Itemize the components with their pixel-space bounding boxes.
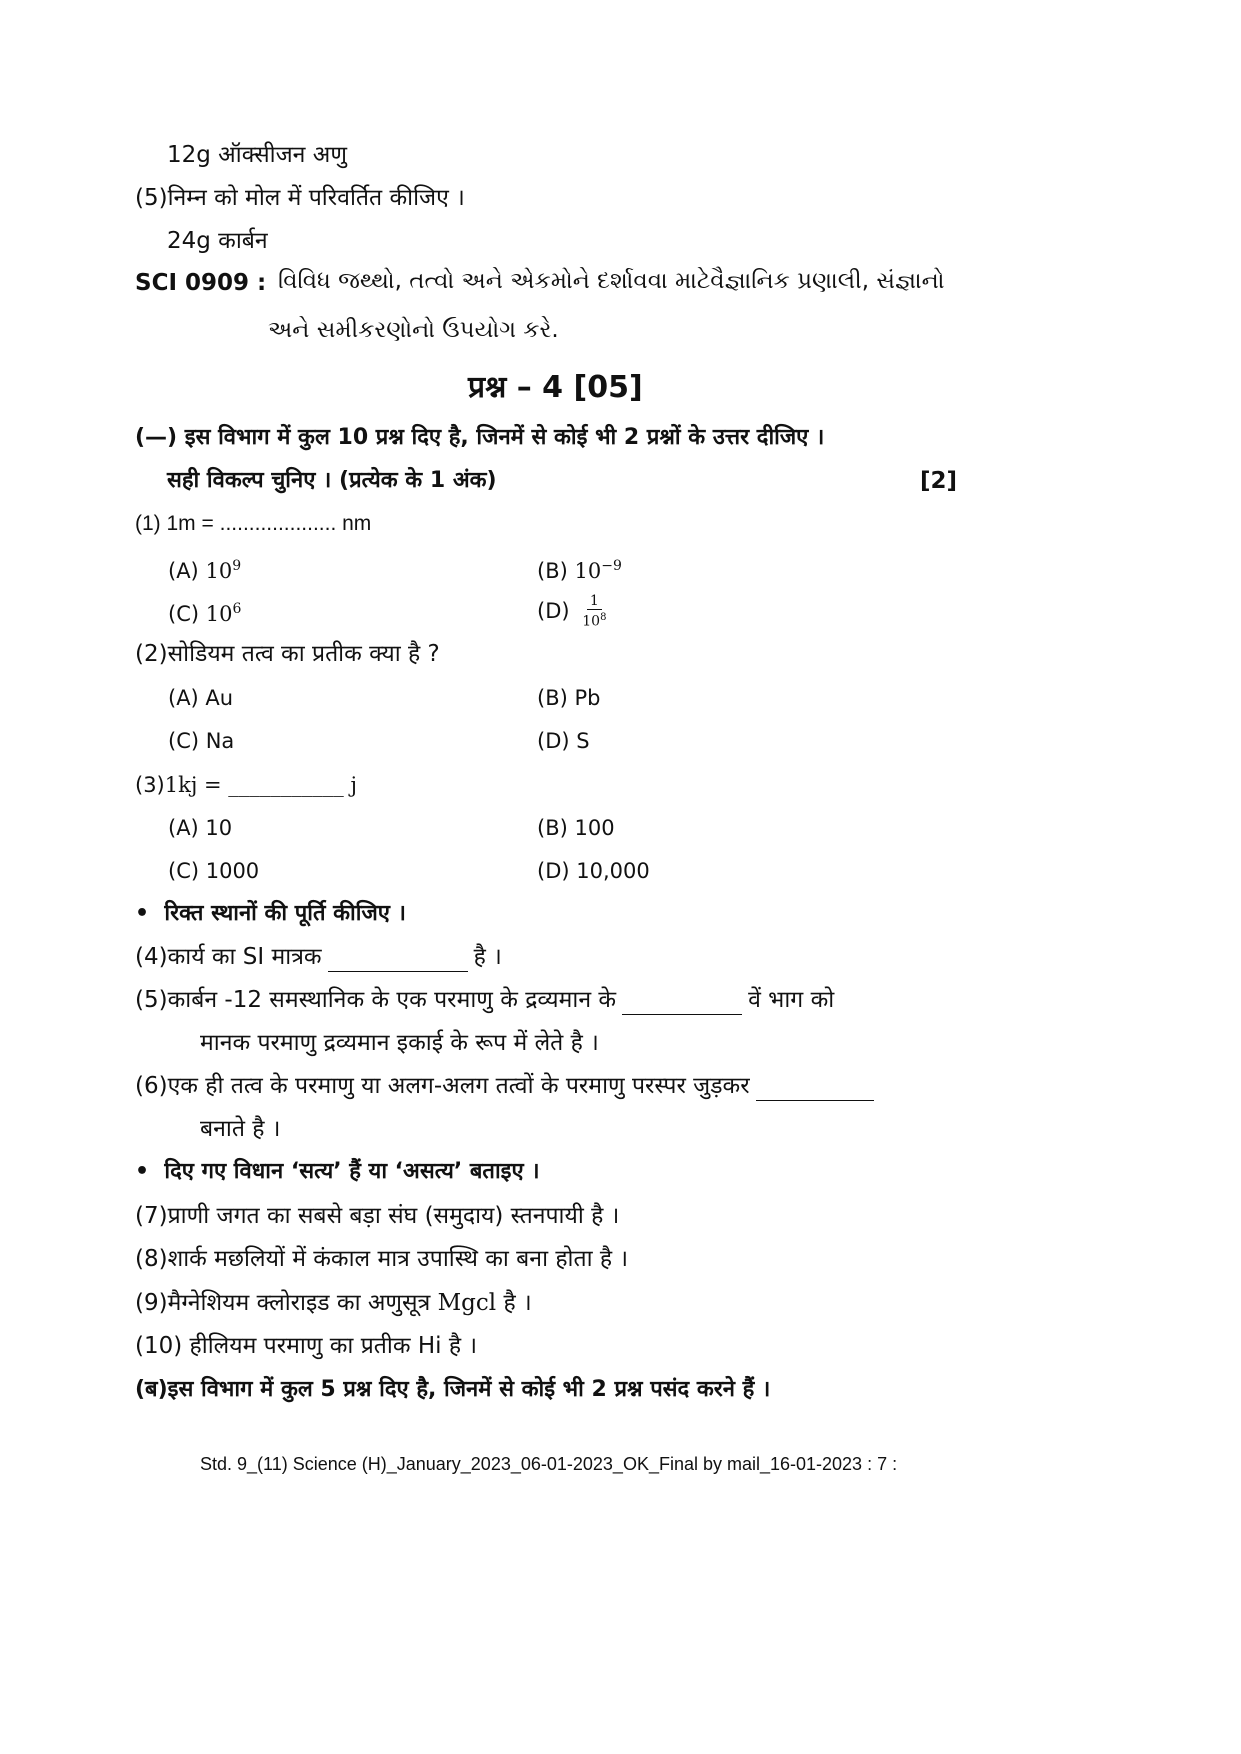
line-convert-mole: (5)निम्न को मोल में परिवर्तित कीजिए ।: [135, 185, 465, 211]
marks: [2]: [920, 468, 958, 494]
truefalse-heading: • दिए गए विधान ‘सत्य’ हैं या ‘असत्य’ बताइए ।: [135, 1159, 540, 1184]
sci-text-2: અને સમીકરણોનો ઉપયોગ કરે.: [268, 317, 559, 343]
q2-option-d: (D) S: [537, 729, 590, 753]
blank: [622, 992, 742, 1015]
q5: (5)कार्बन -12 समस्थानिक के एक परमाणु के द्रव्यमान के वें भाग को: [135, 987, 835, 1013]
section-a-instruction: (—) इस विभाग में कुल 10 प्रश्न दिए है, जिनमें से कोई भी 2 प्रश्नों के उत्तर दीजिए ।: [135, 425, 825, 450]
blank: [756, 1078, 874, 1101]
q1-option-a: (A) $10^9$: [168, 558, 242, 583]
q5-continued: मानक परमाणु द्रव्यमान इकाई के रूप में लेते है ।: [200, 1030, 599, 1056]
q6-continued: बनाते है ।: [200, 1116, 281, 1142]
q3-option-b: (B) 100: [537, 816, 615, 840]
question-title: प्रश्न – 4 [05]: [468, 370, 643, 405]
q2-option-a: (A) Au: [168, 686, 234, 710]
line-oxygen: 12g ऑक्सीजन अणु: [167, 142, 347, 168]
q1-option-d: (D) $\frac{1}{10^8}$: [537, 593, 607, 630]
line-carbon: 24g कार्बन: [167, 228, 268, 254]
q1-option-b: (B) $10^{-9}$: [537, 558, 622, 583]
q9: (9)मैग्नेशियम क्लोराइड का अणुसूत्र Mgcl है ।: [135, 1290, 532, 1316]
q1-stem: (1) 1m = .................... nm: [135, 512, 372, 535]
sci-code: SCI 0909 :: [135, 270, 267, 296]
q2-option-b: (B) Pb: [537, 686, 601, 710]
q1-option-c: (C) $10^6$: [168, 601, 242, 626]
sci-text-1: વિવિધ જથ્થો, તત્વો અને એકમોને દર્શાવવા માટેવૈજ્ઞાનિક પ્રણાલી, સંજ્ઞાનો: [278, 268, 945, 294]
blank: [328, 949, 468, 972]
page-footer: Std. 9_(11) Science (H)_January_2023_06-01-2023_OK_Final by mail_16-01-2023 : 7 :: [200, 1454, 898, 1474]
fraction: $\frac{1}{10^8}$: [582, 593, 607, 630]
q6: (6)एक ही तत्व के परमाणु या अलग-अलग तत्वों के परमाणु परस्पर जुड़कर: [135, 1071, 880, 1101]
q2-option-c: (C) Na: [168, 729, 235, 753]
bullet-icon: •: [135, 1159, 165, 1184]
q7: (7)प्राणी जगत का सबसे बड़ा संघ (समुदाय) स्तनपायी है ।: [135, 1203, 620, 1229]
mcq-heading: सही विकल्प चुनिए । (प्रत्येक के 1 अंक): [167, 468, 497, 493]
section-b-instruction: (ब)इस विभाग में कुल 5 प्रश्न दिए है, जिनमें से कोई भी 2 प्रश्न पसंद करने हैं ।: [135, 1377, 771, 1402]
q3-option-d: (D) 10,000: [537, 859, 650, 883]
fill-heading: • रिक्त स्थानों की पूर्ति कीजिए ।: [135, 901, 406, 926]
q2-stem: (2)सोडियम तत्व का प्रतीक क्या है ?: [135, 641, 440, 667]
q3-option-a: (A) 10: [168, 816, 233, 840]
q3-stem: (3)1kj = ___________ j: [135, 773, 357, 797]
bullet-icon: •: [135, 901, 165, 926]
q3-option-c: (C) 1000: [168, 859, 260, 883]
q10: (10) हीलियम परमाणु का प्रतीक Hi है ।: [135, 1333, 478, 1359]
q4: (4)कार्य का SI मात्रक है ।: [135, 944, 502, 970]
q8: (8)शार्क मछलियों में कंकाल मात्र उपास्थि का बना होता है ।: [135, 1246, 629, 1272]
